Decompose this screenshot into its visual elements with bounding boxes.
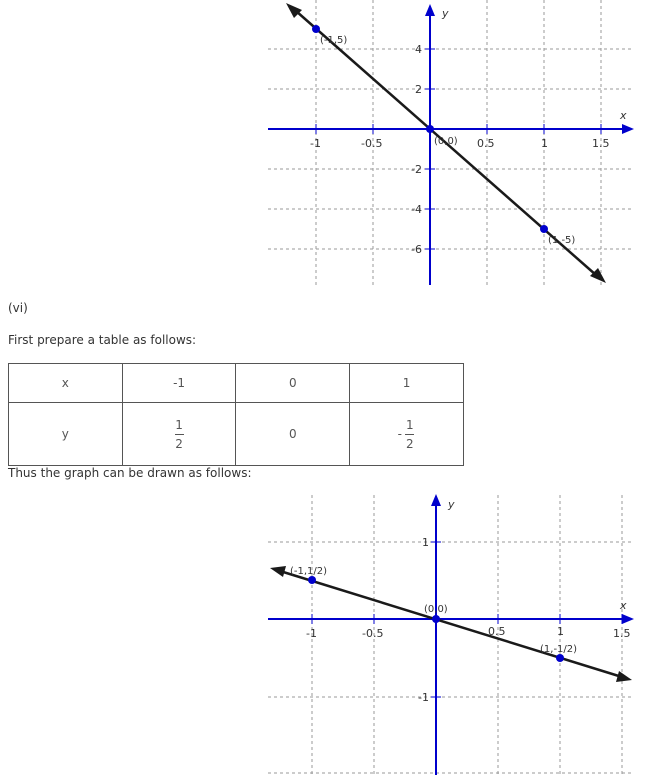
graph1-x-tick: -1 xyxy=(310,137,321,150)
graph1-point-label: (0,0) xyxy=(434,136,458,147)
graph1-point-label: (-1,5) xyxy=(320,35,348,46)
graph2-x-tick: 1.5 xyxy=(613,627,631,640)
graph2-line xyxy=(270,566,632,682)
graph1-ticks xyxy=(316,49,601,249)
table-cell xyxy=(350,403,464,466)
graph2-point-b xyxy=(432,615,440,623)
graph2-grid xyxy=(268,495,632,775)
table-cell: 0 xyxy=(236,364,350,403)
section-label: (vi) xyxy=(8,301,28,315)
graph2-axis-x-label: x xyxy=(620,599,627,612)
graph2-x-tick: 0.5 xyxy=(488,625,506,638)
graph1-point-label: (1,-5) xyxy=(548,235,576,246)
graph2-point-c xyxy=(556,654,564,662)
graph1-x-tick: 0.5 xyxy=(477,137,495,150)
graph2-point-label: (1,-1/2) xyxy=(540,644,578,655)
graph1-y-tick: -2 xyxy=(411,163,422,176)
graph1-x-tick: -0.5 xyxy=(361,137,383,150)
graph-2 xyxy=(262,490,642,780)
graph2-point-a xyxy=(308,576,316,584)
intro-text: First prepare a table as follows: xyxy=(8,333,197,347)
graph2-y-tick: -1 xyxy=(418,691,429,704)
graph2-axis-y-label: y xyxy=(448,498,455,511)
outro-text: Thus the graph can be drawn as follows: xyxy=(8,466,252,480)
graph2-point-label: (0,0) xyxy=(424,604,448,615)
fraction-denominator: 2 xyxy=(175,436,183,451)
table-cell: -1 xyxy=(122,364,236,403)
graph1-x-tick: 1.5 xyxy=(592,137,610,150)
graph2-x-tick: 1 xyxy=(557,625,564,638)
values-table xyxy=(8,363,464,466)
graph1-axis-y-label: y xyxy=(442,7,449,20)
graph1-axis-x-label: x xyxy=(620,109,627,122)
fraction-numerator: 1 xyxy=(405,417,414,432)
table-row xyxy=(9,403,464,466)
graph2-y-tick: 1 xyxy=(422,536,429,549)
table-cell xyxy=(122,403,236,466)
graph1-point-a xyxy=(312,25,320,33)
graph1-y-tick: -6 xyxy=(411,243,422,256)
negative-sign: - xyxy=(397,427,402,441)
graph1-point-c xyxy=(540,225,548,233)
graph2-axes xyxy=(268,494,634,775)
graph1-x-tick: 1 xyxy=(541,137,548,150)
graph1-y-tick: 4 xyxy=(415,43,422,56)
graph1-point-b xyxy=(426,125,434,133)
graph1-y-tick: -4 xyxy=(411,203,422,216)
table-row xyxy=(9,364,464,403)
graph-1 xyxy=(262,0,642,290)
table-cell: 1 xyxy=(350,364,464,403)
table-cell: 0 xyxy=(236,403,350,466)
graph1-y-tick: 2 xyxy=(415,83,422,96)
graph2-x-tick: -0.5 xyxy=(362,627,384,640)
graph2-point-label: (-1,1/2) xyxy=(290,566,328,577)
table-header-y: y xyxy=(9,403,123,466)
fraction xyxy=(404,418,416,451)
fraction-denominator: 2 xyxy=(405,436,414,451)
fraction xyxy=(173,418,185,451)
table-header-x: x xyxy=(9,364,123,403)
fraction-numerator: 1 xyxy=(175,417,183,432)
graph2-x-tick: -1 xyxy=(306,627,317,640)
